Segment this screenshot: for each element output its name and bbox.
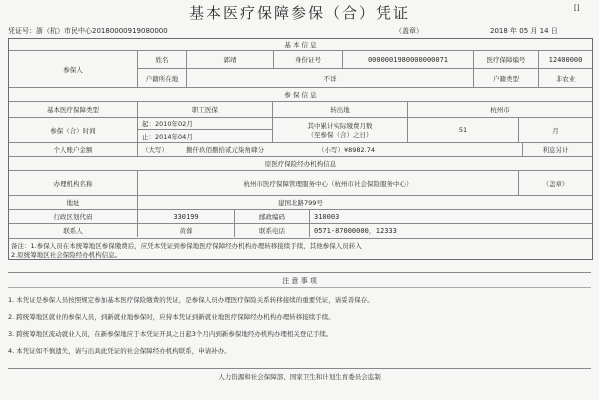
phone-label: 联系电话 — [235, 224, 310, 237]
stamp-mark: （盖章） — [395, 27, 423, 35]
page-title: 基本医疗保障参保（合）凭证 — [188, 4, 410, 22]
account-capital-label: （大写） — [142, 146, 168, 154]
insured-block — [9, 51, 592, 88]
contact-label: 联系人 — [9, 224, 138, 237]
id-value: 0000001980000000071 — [343, 51, 474, 68]
org-area-row — [9, 210, 592, 224]
med-no-label: 医疗保障编号 — [474, 51, 539, 68]
section-org-title: 原医疗保险经办机构信息 — [264, 160, 337, 168]
months-label: 其中累计实际缴费月数 — [307, 122, 373, 130]
months-sub: （至参保（合）之日） — [307, 131, 373, 139]
phone-value: 0571-87000000，12333 — [314, 226, 397, 235]
insured-label: 参保人 — [9, 51, 138, 87]
contact-value: 黄蓉 — [138, 224, 235, 237]
from-label: 起： — [142, 120, 155, 128]
org-name-row — [9, 171, 592, 196]
from-value: 2010年02月 — [155, 120, 193, 128]
insure-period-row — [9, 118, 592, 143]
period-dates — [138, 118, 273, 142]
section-basic-title: 基 本 信 息 — [284, 41, 317, 49]
id-label: 身份证号 — [274, 51, 343, 68]
org-addr-value: 建国北路799号 — [278, 199, 323, 207]
section-org-row — [9, 157, 592, 171]
to-value: 2014年04月 — [155, 132, 193, 141]
area-code-label: 行政区划代码 — [9, 210, 138, 223]
org-addr-label: 地址 — [9, 196, 138, 209]
org-addr-row — [9, 196, 592, 210]
transfer-place-label: 转出地 — [273, 102, 408, 117]
remark-line-1: 备注：1.参保人员在本统筹地区参保缴费后，应凭本凭证到参保地医疗保障经办机构办理转移接续手续，其他参保人员转入 — [11, 242, 362, 250]
name-value: 郭靖 — [187, 51, 274, 68]
zip-value: 310003 — [314, 212, 340, 221]
account-label: 个人账户金额 — [9, 143, 138, 156]
footer-issuer: 人力资源和社会保障部、国家卫生和计划生育委员会监制 — [8, 368, 591, 383]
note-item-3: 3. 跨统筹地区流动就业人员，在新参保地应于本凭证开具之日起3个月内到新参保地经办机构办理相关登记手续。 — [8, 330, 333, 338]
zip-label: 邮政编码 — [235, 210, 310, 223]
months-label-cell — [273, 118, 408, 142]
remark-line-2: 2.原统筹地区社会保险经办机构信息。 — [11, 251, 122, 259]
insure-type-value: 职工医保 — [138, 102, 273, 117]
insured-row-2 — [138, 69, 592, 87]
section-insure-title: 参 保 信 息 — [284, 91, 317, 99]
hukou-label: 户籍所在地 — [138, 69, 187, 87]
note-item-4: 4. 本凭证如不慎遗失，请与出具此凭证的社会保障经办机构联系，申请补办。 — [8, 347, 231, 355]
note-item-1: 1. 本凭证是参保人员按照规定参加基本医疗保险缴费的凭证，是参保人员办理医疗保险关系转移接续的重要凭证，请妥善保存。 — [8, 296, 374, 304]
to-label: 止： — [142, 132, 155, 141]
info-table — [8, 38, 593, 260]
account-words: 捌仟玖佰捌拾贰元柒角肆分 — [186, 146, 264, 154]
account-amount — [138, 143, 523, 156]
org-stamp: （盖章） — [542, 179, 569, 188]
period-label: 参保（合）时间 — [9, 118, 138, 142]
insured-row-1 — [138, 51, 592, 69]
period-from — [138, 118, 272, 130]
notes-title: 注 意 事 项 — [8, 275, 591, 288]
insure-type-label: 基本医疗保障类型 — [9, 102, 138, 117]
hukou-value: 不详 — [187, 69, 474, 87]
section-basic-row — [9, 39, 592, 51]
org-contact-row — [9, 224, 592, 237]
note-item-2: 2. 跨统筹地区就业的参保人员，到新就业地参保时，应持本凭证到新就业地医疗保障经办机构办理转移接续手续。 — [8, 313, 335, 321]
issue-date: 2018 年 05 月 14 日 — [490, 27, 558, 35]
remark-block — [9, 238, 592, 259]
hukou-type-label: 户籍类型 — [474, 69, 539, 87]
transfer-place-value: 杭州市 — [490, 106, 510, 114]
org-name-value: 杭州市医疗保障管理服务中心（杭州市社会保险服务中心） — [138, 171, 519, 195]
name-label: 姓名 — [138, 51, 187, 68]
corner-bracket: [] — [574, 4, 580, 12]
org-name-label: 办理机构名称 — [9, 171, 138, 195]
months-value: 51 — [408, 118, 519, 142]
account-small: （小写）¥8982.74 — [318, 146, 376, 154]
account-row — [9, 143, 592, 157]
area-code-value: 330199 — [138, 210, 235, 223]
period-to — [138, 130, 272, 142]
section-insure-row — [9, 88, 592, 102]
med-no-value: 12400000 — [548, 55, 583, 64]
insure-type-row — [9, 102, 592, 118]
months-unit: 月 — [552, 126, 559, 135]
certificate-number: 凭证号：浙（杭）市民中心20180000919080000 — [8, 27, 168, 35]
account-tail: 利息另计 — [542, 146, 569, 154]
hukou-type-value: 非农业 — [555, 74, 576, 83]
notes-block — [8, 272, 591, 369]
